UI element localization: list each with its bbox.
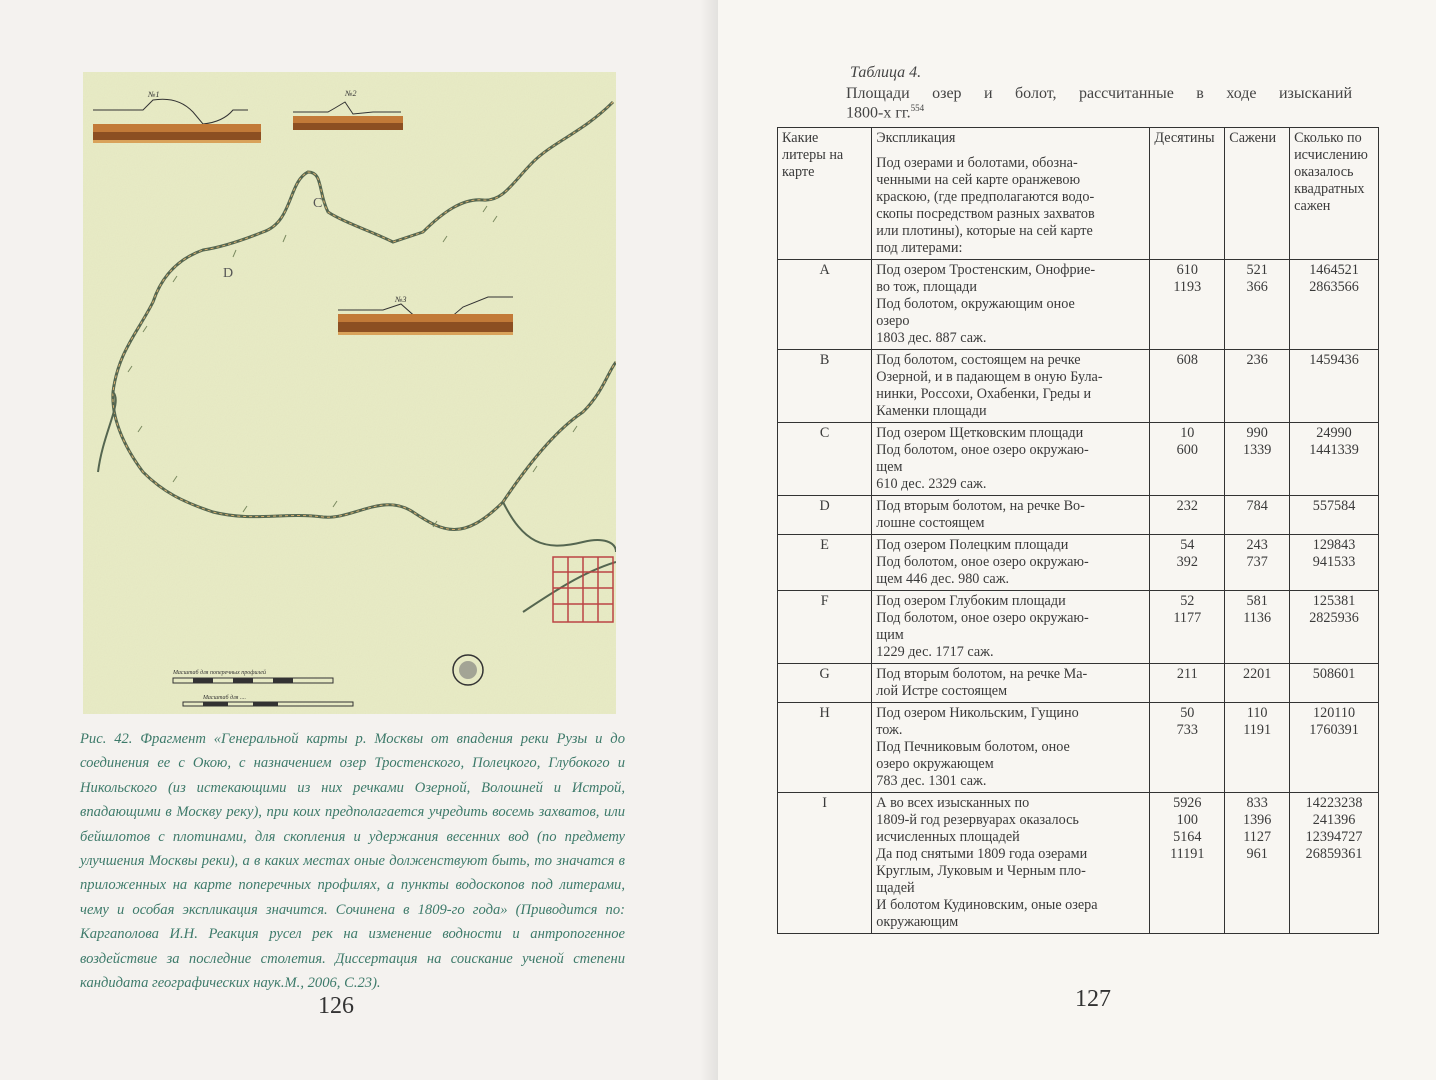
cell-explication bbox=[872, 793, 1150, 934]
header-line: Экспликация bbox=[876, 130, 956, 146]
value-line: 733 bbox=[1176, 722, 1198, 738]
cell-desyatiny bbox=[1150, 703, 1225, 793]
value-line: 1136 bbox=[1243, 610, 1272, 626]
explication-line: Под вторым болотом, на речке Во- bbox=[876, 498, 1085, 514]
value-line: 52 bbox=[1180, 593, 1195, 609]
explication-line: щем bbox=[876, 459, 903, 475]
value-line: 1396 bbox=[1242, 812, 1272, 828]
cell-letter: G bbox=[778, 664, 872, 703]
explication-line: 1229 дес. 1717 саж. bbox=[876, 644, 994, 660]
value-line: 100 bbox=[1176, 812, 1198, 828]
explication-line: Под болотом, оное озеро окружаю- bbox=[876, 442, 1089, 458]
cell-total bbox=[1290, 496, 1379, 535]
table-row bbox=[778, 591, 1379, 664]
cell-sazheni bbox=[1225, 664, 1290, 703]
table-header-row bbox=[778, 128, 1379, 260]
value-line: 1191 bbox=[1243, 722, 1272, 738]
table-title: Таблица 4. bbox=[850, 64, 922, 81]
value-line: 990 bbox=[1246, 425, 1268, 441]
header-line: квадратных bbox=[1294, 181, 1365, 197]
explication-line: Под озером Тростенским, Онофрие- bbox=[876, 262, 1096, 278]
value-line: 392 bbox=[1176, 554, 1198, 570]
explication-line: исчисленных площадей bbox=[876, 829, 1020, 845]
cell-letter: I bbox=[778, 793, 872, 934]
cell-explication bbox=[872, 664, 1150, 703]
explication-line: лой Истре состоящем bbox=[876, 683, 1008, 699]
explication-line: А во всех изысканных по bbox=[876, 795, 1030, 811]
value-line: 608 bbox=[1176, 352, 1198, 368]
value-line: 12394727 bbox=[1305, 829, 1363, 845]
header-line: Десятины bbox=[1154, 130, 1215, 146]
table-row bbox=[778, 350, 1379, 423]
table-row bbox=[778, 703, 1379, 793]
cell-sazheni bbox=[1225, 703, 1290, 793]
explication-line: Под болотом, оное озеро окружаю- bbox=[876, 610, 1089, 626]
cell-total bbox=[1290, 591, 1379, 664]
explication-line: Под болотом, окружающим оное bbox=[876, 296, 1075, 312]
header-line: литеры на bbox=[782, 147, 844, 163]
explication-line: озеро bbox=[876, 313, 910, 329]
explication-line: озеро окружающем bbox=[876, 756, 994, 772]
explication-line: Круглым, Луковым и Черным пло- bbox=[876, 863, 1086, 879]
cell-sazheni bbox=[1225, 793, 1290, 934]
cell-desyatiny bbox=[1150, 535, 1225, 591]
cell-desyatiny bbox=[1150, 591, 1225, 664]
explication-line: нинки, Россохи, Охабенки, Греды и bbox=[876, 386, 1092, 402]
value-line: 2201 bbox=[1242, 666, 1272, 682]
explication-line: 783 дес. 1301 саж. bbox=[876, 773, 987, 789]
value-line: 1193 bbox=[1173, 279, 1202, 295]
header-line: сажен bbox=[1294, 198, 1331, 214]
value-line: 600 bbox=[1176, 442, 1198, 458]
value-line: 833 bbox=[1246, 795, 1268, 811]
value-line: 236 bbox=[1246, 352, 1268, 368]
svg-text:Масштаб для ....: Масштаб для .... bbox=[203, 695, 246, 701]
table-row bbox=[778, 664, 1379, 703]
value-line: 1441339 bbox=[1309, 442, 1359, 458]
cell-letter: F bbox=[778, 591, 872, 664]
cell-total bbox=[1290, 793, 1379, 934]
cell-explication bbox=[872, 535, 1150, 591]
cell-sazheni bbox=[1225, 260, 1290, 350]
map-letter-d: D bbox=[223, 266, 234, 281]
explication-line: щадей bbox=[876, 880, 915, 896]
value-line: 737 bbox=[1246, 554, 1268, 570]
explication-line: Под озером Никольским, Гущино bbox=[876, 705, 1079, 721]
table-row bbox=[778, 535, 1379, 591]
cell-total bbox=[1290, 260, 1379, 350]
explication-line: Под озером Щетковским площади bbox=[876, 425, 1084, 441]
value-line: 5164 bbox=[1173, 829, 1202, 845]
header-line: оказалось bbox=[1294, 164, 1354, 180]
explication-line: 1803 дес. 887 саж. bbox=[876, 330, 987, 346]
value-line: 211 bbox=[1176, 666, 1198, 682]
value-line: 1177 bbox=[1173, 610, 1202, 626]
table-row bbox=[778, 260, 1379, 350]
cell-desyatiny bbox=[1150, 496, 1225, 535]
header-line: карте bbox=[782, 164, 815, 180]
value-line: 243 bbox=[1246, 537, 1268, 553]
value-line: 581 bbox=[1246, 593, 1268, 609]
value-line: 50 bbox=[1180, 705, 1195, 721]
cell-sazheni bbox=[1225, 535, 1290, 591]
header-intro-line: ченными на сей карте оранжевою bbox=[876, 172, 1081, 188]
table-subtitle-continued: 1800-х гг.$^{554}$ bbox=[846, 103, 925, 122]
header-intro-line: Под озерами и болотами, обозна- bbox=[876, 155, 1078, 171]
header-intro-line: или плотины), которые на сей карте bbox=[876, 223, 1093, 239]
profile-label-3: №3 bbox=[395, 295, 407, 304]
map-figure bbox=[83, 72, 616, 714]
value-line: 961 bbox=[1246, 846, 1268, 862]
footnote-ref: 554 bbox=[910, 103, 925, 113]
value-line: 508601 bbox=[1312, 666, 1356, 682]
cell-sazheni bbox=[1225, 591, 1290, 664]
cell-total bbox=[1290, 350, 1379, 423]
value-line: 54 bbox=[1180, 537, 1195, 553]
cell-desyatiny bbox=[1150, 350, 1225, 423]
header-line: Какие bbox=[782, 130, 819, 146]
header-total bbox=[1290, 128, 1379, 260]
table-row bbox=[778, 793, 1379, 934]
explication-line: во тож, площади bbox=[876, 279, 977, 295]
cell-explication bbox=[872, 423, 1150, 496]
value-line: 110 bbox=[1246, 705, 1268, 721]
explication-line: тож. bbox=[876, 722, 903, 738]
cell-desyatiny bbox=[1150, 664, 1225, 703]
value-line: 26859361 bbox=[1305, 846, 1363, 862]
table-subtitle: Площади озер и болот, рассчитанные в ходе изысканий bbox=[846, 85, 1352, 102]
cell-sazheni bbox=[1225, 350, 1290, 423]
value-line: 557584 bbox=[1312, 498, 1356, 514]
cell-desyatiny bbox=[1150, 793, 1225, 934]
explication-line: Под озером Полецким площади bbox=[876, 537, 1069, 553]
explication-line: Да под снятыми 1809 года озерами bbox=[876, 846, 1088, 862]
map-letter-c: C bbox=[313, 196, 323, 211]
explication-line: 610 дес. 2329 саж. bbox=[876, 476, 987, 492]
header-sazheni bbox=[1225, 128, 1290, 260]
cell-total bbox=[1290, 664, 1379, 703]
explication-line: Под вторым болотом, на речке Ма- bbox=[876, 666, 1088, 682]
value-line: 2825936 bbox=[1309, 610, 1359, 626]
lakes-marshes-table bbox=[777, 127, 1379, 934]
value-line: 2863566 bbox=[1309, 279, 1359, 295]
cell-letter: E bbox=[778, 535, 872, 591]
profile-label-2: №2 bbox=[345, 89, 357, 98]
value-line: 120110 bbox=[1313, 705, 1356, 721]
cell-total bbox=[1290, 703, 1379, 793]
cell-explication bbox=[872, 703, 1150, 793]
value-line: 1464521 bbox=[1309, 262, 1359, 278]
explication-line: Каменки площади bbox=[876, 403, 987, 419]
value-line: 784 bbox=[1246, 498, 1268, 514]
table-row bbox=[778, 423, 1379, 496]
value-line: 521 bbox=[1246, 262, 1268, 278]
river-map-illustration bbox=[83, 72, 616, 714]
cell-desyatiny bbox=[1150, 260, 1225, 350]
explication-line: щим bbox=[876, 627, 904, 643]
cell-explication bbox=[872, 350, 1150, 423]
cell-total bbox=[1290, 535, 1379, 591]
value-line: 1459436 bbox=[1309, 352, 1359, 368]
value-line: 125381 bbox=[1312, 593, 1356, 609]
explication-line: 1809-й год резервуарах оказалось bbox=[876, 812, 1079, 828]
explication-line: щем 446 дес. 980 саж. bbox=[876, 571, 1010, 587]
value-line: 14223238 bbox=[1305, 795, 1363, 811]
value-line: 610 bbox=[1176, 262, 1198, 278]
header-explication bbox=[872, 128, 1150, 260]
explication-line: Под Печниковым болотом, оное bbox=[876, 739, 1070, 755]
value-line: 11191 bbox=[1170, 846, 1205, 862]
cell-letter: H bbox=[778, 703, 872, 793]
value-line: 232 bbox=[1176, 498, 1198, 514]
header-intro-line: краскою, (где предполагаются водо- bbox=[876, 189, 1095, 205]
value-line: 241396 bbox=[1312, 812, 1356, 828]
header-letters bbox=[778, 128, 872, 260]
cell-sazheni bbox=[1225, 423, 1290, 496]
svg-text:Масштаб для поперечных профиле: Масштаб для поперечных профилей bbox=[173, 670, 266, 676]
header-line: Сколько по bbox=[1294, 130, 1362, 146]
value-line: 5926 bbox=[1173, 795, 1202, 811]
table-row bbox=[778, 496, 1379, 535]
header-line: исчислению bbox=[1294, 147, 1368, 163]
value-line: 129843 bbox=[1312, 537, 1356, 553]
figure-caption: Рис. 42. Фрагмент «Генеральной карты р. Москвы от впадения реки Рузы и до соединения ее с Окою, с назначением озер Тростенского, Полецкого, Глубокого и Никольского (из истекающими из них речками Озерной, Волошней и Истрой, впадающими в Москву реку), при коих предполагается учредить восемь захватов, или бейшлотов с плотинами, для скопления и удержания весенних вод (по предмету улучшения Москвы реки), а в каких местах оные долженствуют быть, то значатся в приложенных на карте поперечных профилях, а пункты водоскопов под литерами, чему и особая экспликация значится. Сочинена в 1809-го года» (Приводится по: Каргаполова И.Н. Реакция русел рек на изменение водности и антропогенное воздействие за последние столетия. Диссертация на соискание ученой степени кандидата географических наук.М., 2006, С.23). bbox=[80, 731, 625, 992]
cell-explication bbox=[872, 591, 1150, 664]
value-line: 1339 bbox=[1242, 442, 1272, 458]
value-line: 10 bbox=[1180, 425, 1195, 441]
value-line: 24990 bbox=[1316, 425, 1352, 441]
header-line: Сажени bbox=[1229, 130, 1277, 146]
value-line: 1760391 bbox=[1309, 722, 1359, 738]
explication-line: Озерной, и в падающем в оную Була- bbox=[876, 369, 1103, 385]
profile-label-1: №1 bbox=[148, 90, 160, 99]
cell-desyatiny bbox=[1150, 423, 1225, 496]
cell-letter: C bbox=[778, 423, 872, 496]
value-line: 941533 bbox=[1312, 554, 1356, 570]
explication-line: Под болотом, состоящем на речке bbox=[876, 352, 1081, 368]
page-number-left: 126 bbox=[318, 993, 354, 1019]
value-line: 1127 bbox=[1243, 829, 1272, 845]
cell-explication bbox=[872, 496, 1150, 535]
explication-line: Под болотом, оное озеро окружаю- bbox=[876, 554, 1089, 570]
cell-explication bbox=[872, 260, 1150, 350]
explication-line: окружающим bbox=[876, 914, 959, 930]
header-intro-line: под литерами: bbox=[876, 240, 963, 256]
header-intro-line: скопы посредством разных захватов bbox=[876, 206, 1095, 222]
cell-letter: B bbox=[778, 350, 872, 423]
header-desyatiny bbox=[1150, 128, 1225, 260]
page-number-right: 127 bbox=[1075, 986, 1111, 1012]
explication-line: Под озером Глубоким площади bbox=[876, 593, 1066, 609]
cell-sazheni bbox=[1225, 496, 1290, 535]
cell-letter: A bbox=[778, 260, 872, 350]
explication-line: лошне состоящем bbox=[876, 515, 985, 531]
value-line: 366 bbox=[1246, 279, 1268, 295]
explication-line: И болотом Кудиновским, оные озера bbox=[876, 897, 1098, 913]
cell-letter: D bbox=[778, 496, 872, 535]
cell-total bbox=[1290, 423, 1379, 496]
